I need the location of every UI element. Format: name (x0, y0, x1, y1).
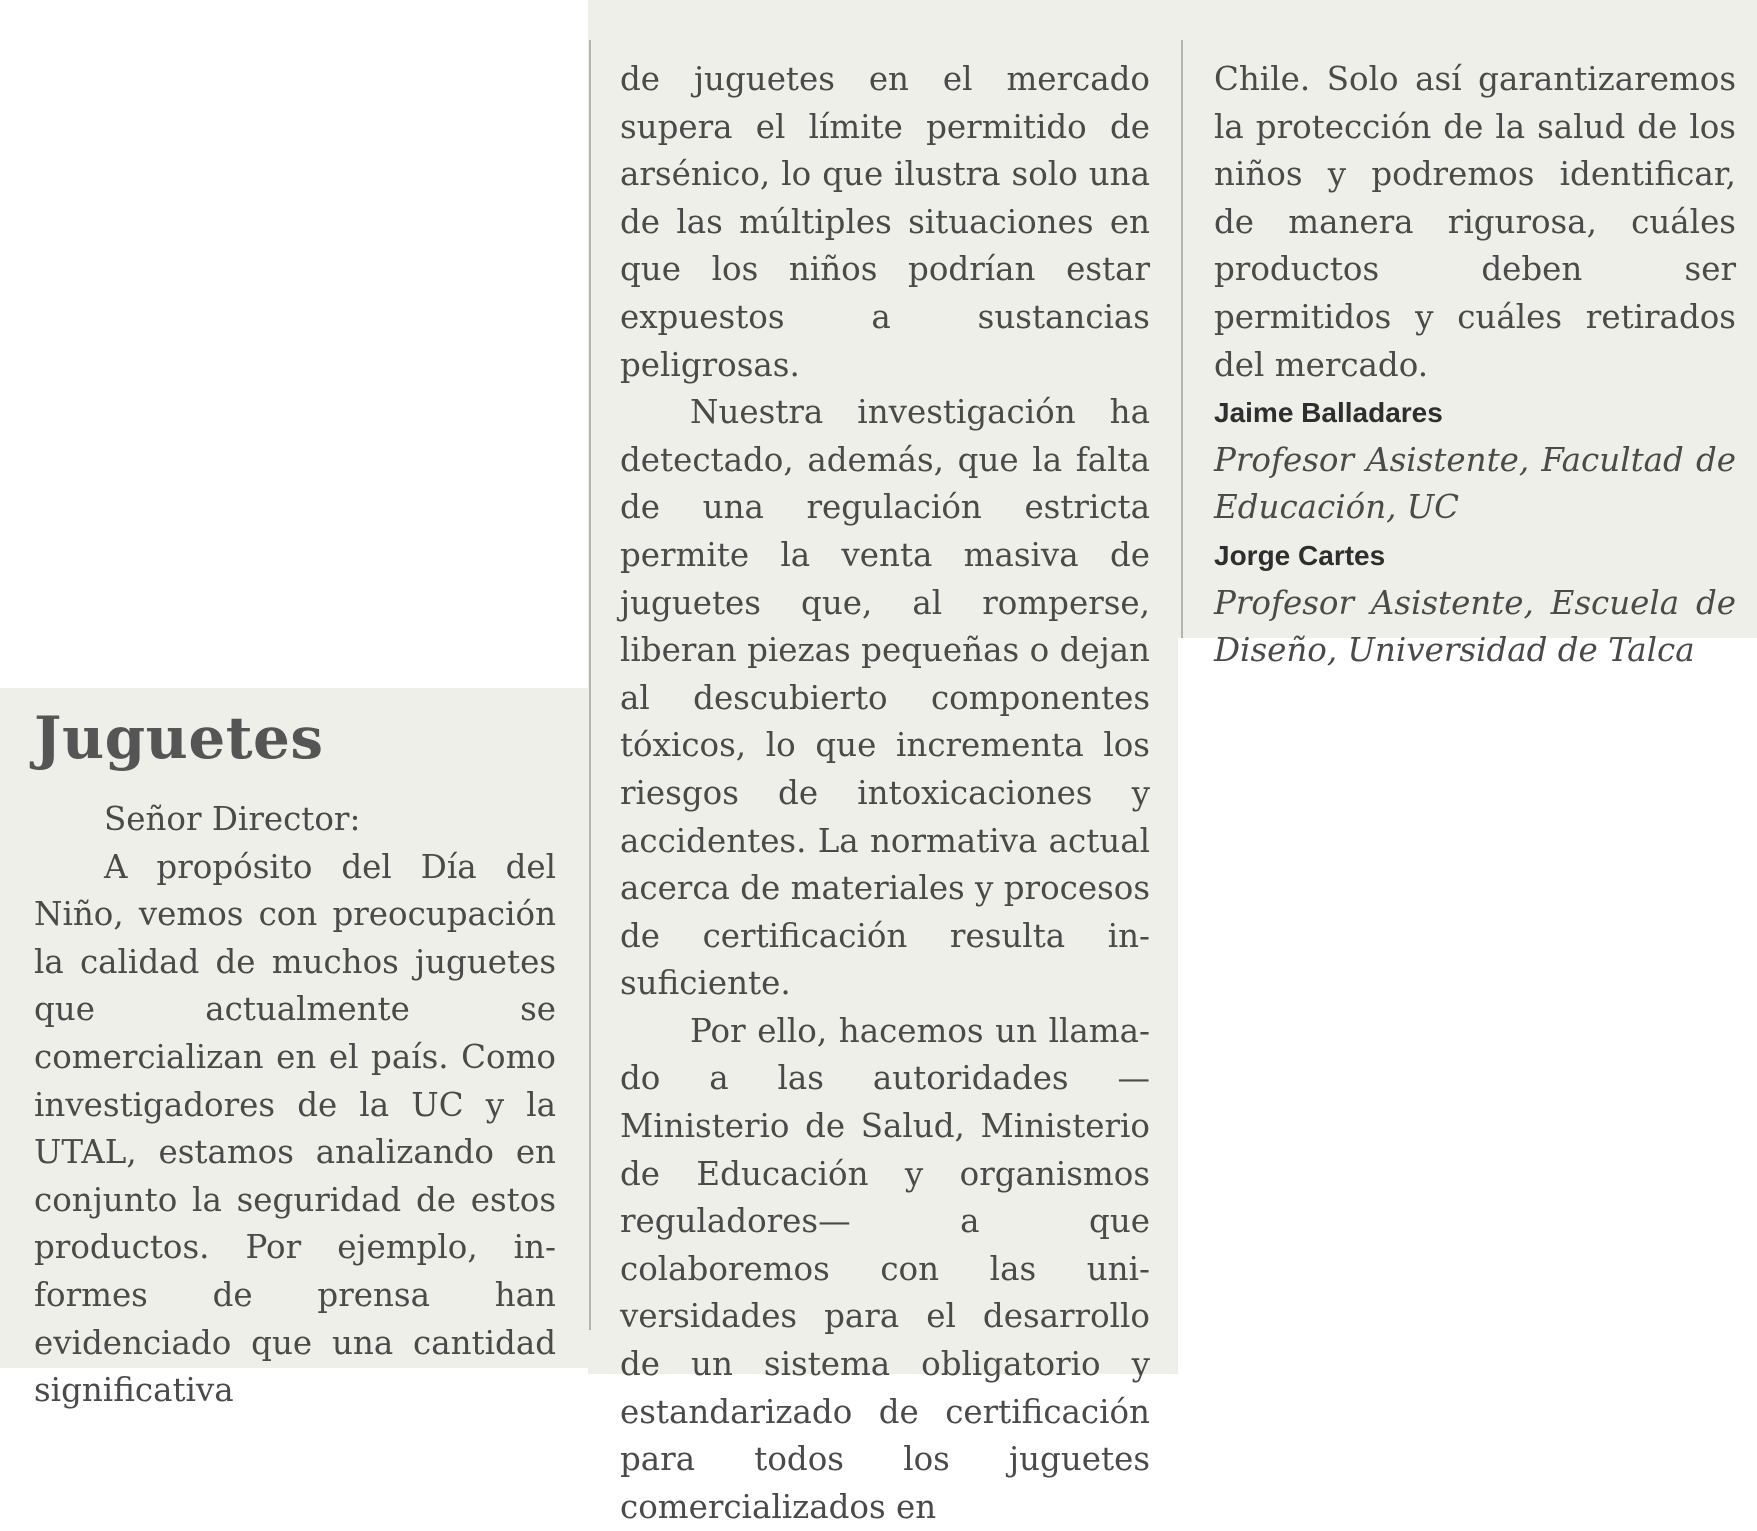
body-paragraph: Nuestra investigación ha detectado, además, que la falta de una regulación estricta permite la venta masiva de juguetes que, al romperse, liberan piezas pequeñas o dejan al descubierto componentes tóxicos, lo que incrementa los riesgos de intoxicaciones y accidentes. La normativa actual acerca de materiales y procesos de certificación resulta insuficiente. (620, 393, 1151, 1003)
column-1-text (34, 796, 556, 1415)
signatory-name: Jorge Cartes (1214, 539, 1386, 571)
body-paragraph: A propósito del Día del Niño, vemos con preocupación la calidad de muchos juguetes que actualmente se comercializan en el país. Como investigadores de la UC y la UTAL, estamos analizando en conjunto la seguridad de estos productos. Por ejemplo, informes de prensa han evidenciado que una cantidad significativa (34, 847, 556, 1410)
salutation: Señor Director: (104, 800, 361, 838)
body-paragraph: de juguetes en el mercado supera el límite permitido de arsénico, lo que ilustra solo una de las múltiples situaciones en que los niños podrían estar expuestos a sustancias peligrosas. (620, 60, 1150, 384)
signatory (1214, 389, 1736, 532)
signatory-title: Profesor Asistente, Escuela de Diseño, Universidad de Talca (1214, 583, 1736, 670)
column-divider (1181, 40, 1183, 638)
column-3-text (1214, 56, 1736, 675)
letter-heading: Juguetes (34, 704, 324, 772)
column-2-text (620, 56, 1150, 1531)
signatory (1214, 532, 1736, 675)
body-paragraph: Por ello, hacemos un llamado a las autoridades —Ministerio de Salud, Ministerio de Educación y organismos reguladores— a que colaboremos con las universidades para el desarrollo de un sistema obligatorio y estandarizado de certificación para todos los juguetes comercializados en (620, 1011, 1150, 1526)
signatory-name: Jaime Balladares (1214, 397, 1443, 429)
body-paragraph: Chile. Solo así garantizaremos la protección de la salud de los niños y podremos identificar, de manera rigurosa, cuáles productos deben ser permitidos y cuáles retirados del mercado. (1214, 60, 1736, 384)
column-divider (589, 40, 591, 1330)
signatory-title: Profesor Asistente, Facultad de Educación, UC (1214, 440, 1736, 527)
